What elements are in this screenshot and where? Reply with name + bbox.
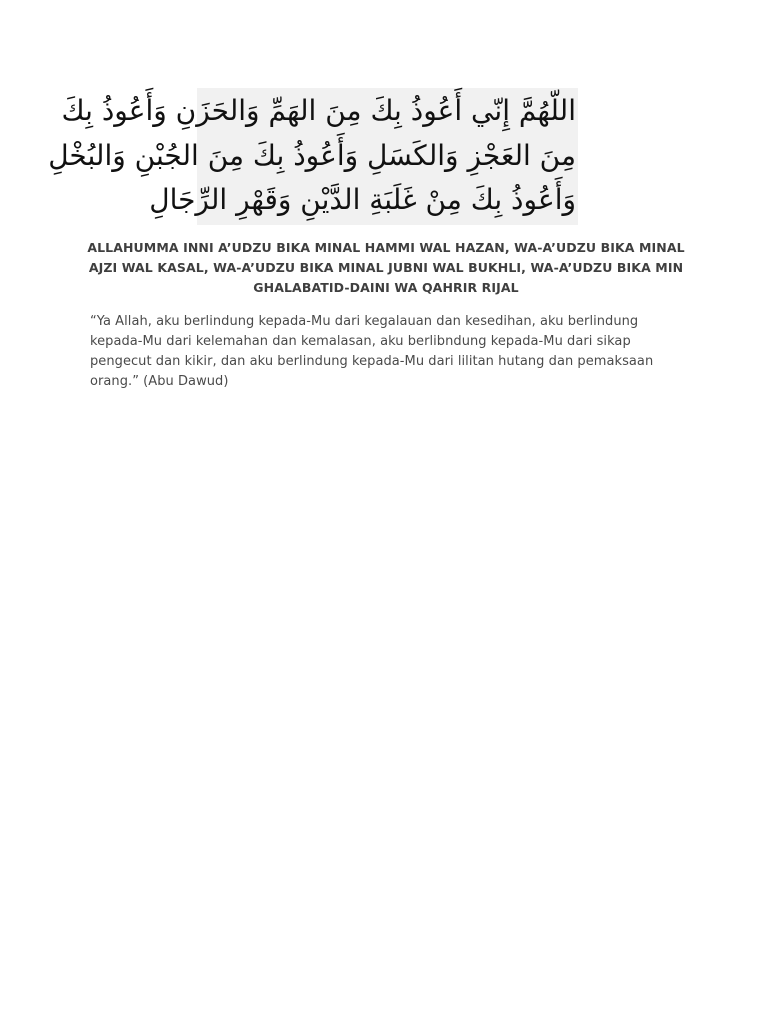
arabic-line-2: مِنَ العَجْزِ وَالكَسَلِ وَأَعُوذُ بِكَ مِنَ الجُبْنِ وَالبُخْلِ bbox=[48, 138, 576, 172]
transliteration-heading: ALLAHUMMA INNI A’UDZU BIKA MINAL HAMMI WAL HAZAN, WA-A’UDZU BIKA MINAL AJZI WAL KASAL, WA-A’UDZU BIKA MINAL JUBNI WAL BUKHLI, WA-A’UDZU BIKA MIN GHALABATID-DAINI WA QAHRIR RIJAL bbox=[87, 240, 685, 295]
translation-paragraph: “Ya Allah, aku berlindung kepada-Mu dari kegalauan dan kesedihan, aku berlindung kepada-Mu dari kelemahan dan kemalasan, aku berlibndung kepada-Mu dari sikap pengecut dan kikir, dan aku berlindung kepada-Mu dari lilitan hutang dan pemaksaan orang.” (Abu Dawud) bbox=[90, 314, 654, 389]
arabic-line-1: اللّهُمَّ إِنّي أَعُوذُ بِكَ مِنَ الهَمِّ وَالحَزَنِ وَأَعُوذُ بِكَ bbox=[61, 94, 576, 127]
arabic-prayer-image bbox=[48, 88, 578, 225]
arabic-line-3: وَأَعُوذُ بِكَ مِنْ غَلَبَةِ الدَّيْنِ وَقَهْرِ الرِّجَالِ bbox=[149, 183, 576, 216]
